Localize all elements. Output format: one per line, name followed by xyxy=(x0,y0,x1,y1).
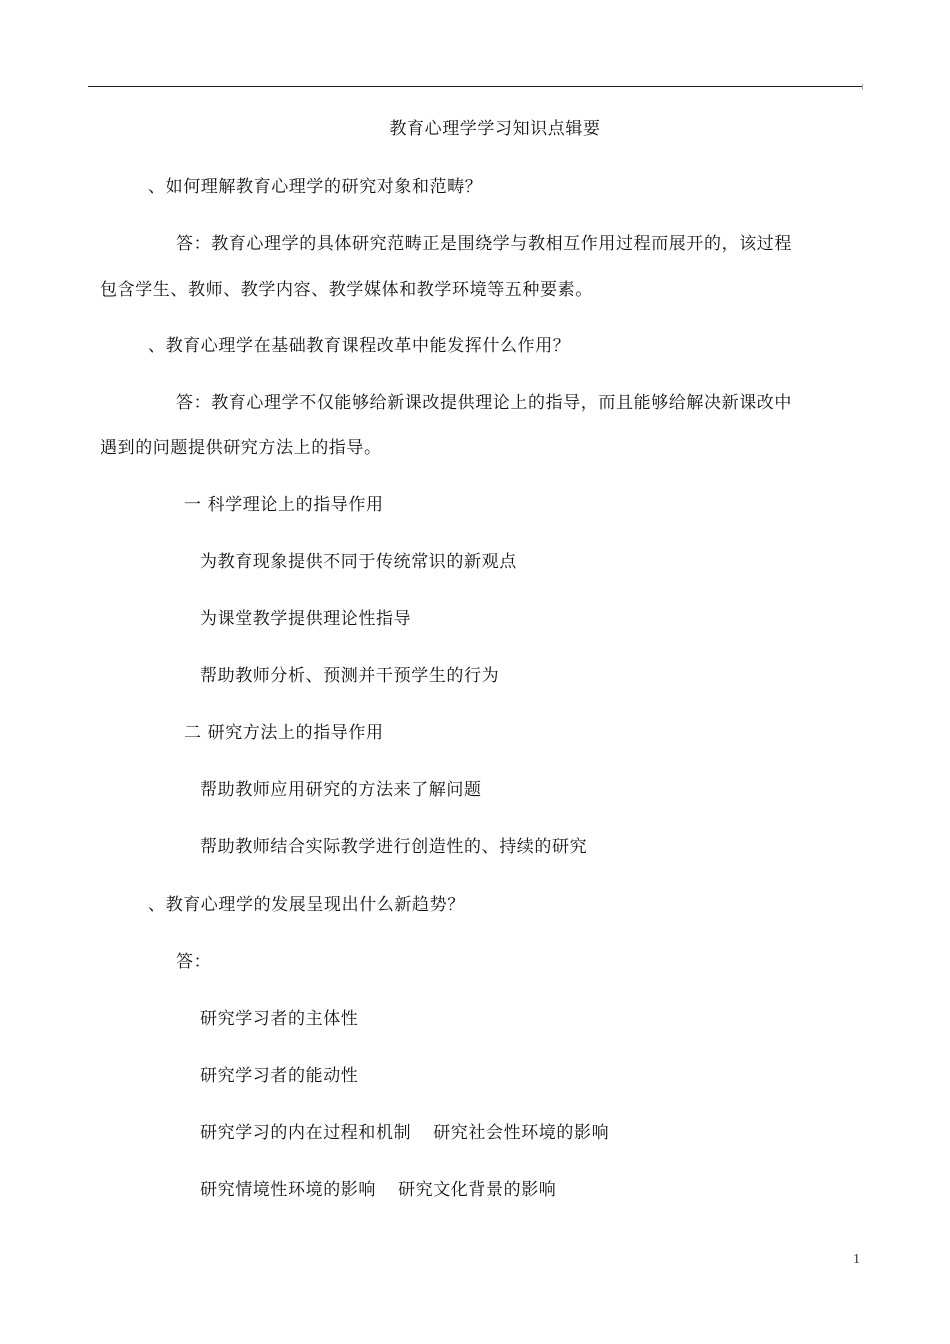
trend-item: 研究学习者的主体性 xyxy=(200,1009,359,1029)
page-number: 1 xyxy=(853,1252,860,1267)
section-2-item: 帮助教师应用研究的方法来了解问题 xyxy=(200,780,482,800)
section-1-heading: 一 科学理论上的指导作用 xyxy=(184,495,384,515)
section-1-item: 为课堂教学提供理论性指导 xyxy=(200,609,412,629)
answer-3-label: 答： xyxy=(176,952,212,972)
document-title: 教育心理学学习知识点辑要 xyxy=(389,119,601,139)
answer-1-line-1: 答：教育心理学的具体研究范畴正是围绕学与教相互作用过程而展开的，该过程 xyxy=(176,234,792,254)
header-rule-tick xyxy=(862,84,863,90)
question-2: 、教育心理学在基础教育课程改革中能发挥什么作用？ xyxy=(148,336,571,356)
question-1: 、如何理解教育心理学的研究对象和范畴？ xyxy=(148,177,483,197)
answer-2-line-1: 答：教育心理学不仅能够给新课改提供理论上的指导，而且能够给解决新课改中 xyxy=(176,393,792,413)
trend-item: 研究文化背景的影响 xyxy=(398,1180,557,1200)
question-3: 、教育心理学的发展呈现出什么新趋势？ xyxy=(148,895,465,915)
section-1-item: 帮助教师分析、预测并干预学生的行为 xyxy=(200,666,500,686)
trend-item: 研究社会性环境的影响 xyxy=(433,1123,610,1143)
section-1-item: 为教育现象提供不同于传统常识的新观点 xyxy=(200,552,517,572)
section-2-heading: 二 研究方法上的指导作用 xyxy=(184,723,384,743)
answer-2-line-2: 遇到的问题提供研究方法上的指导。 xyxy=(100,438,382,458)
answer-1-line-2: 包含学生、教师、教学内容、教学媒体和教学环境等五种要素。 xyxy=(100,280,593,300)
section-2-item: 帮助教师结合实际教学进行创造性的、持续的研究 xyxy=(200,837,588,857)
trend-pair-row xyxy=(200,1179,556,1201)
trend-pair-row xyxy=(200,1122,609,1144)
trend-item: 研究情境性环境的影响 xyxy=(200,1180,376,1200)
trend-item: 研究学习的内在过程和机制 xyxy=(200,1123,412,1143)
trend-item: 研究学习者的能动性 xyxy=(200,1066,359,1086)
header-rule xyxy=(88,86,862,87)
